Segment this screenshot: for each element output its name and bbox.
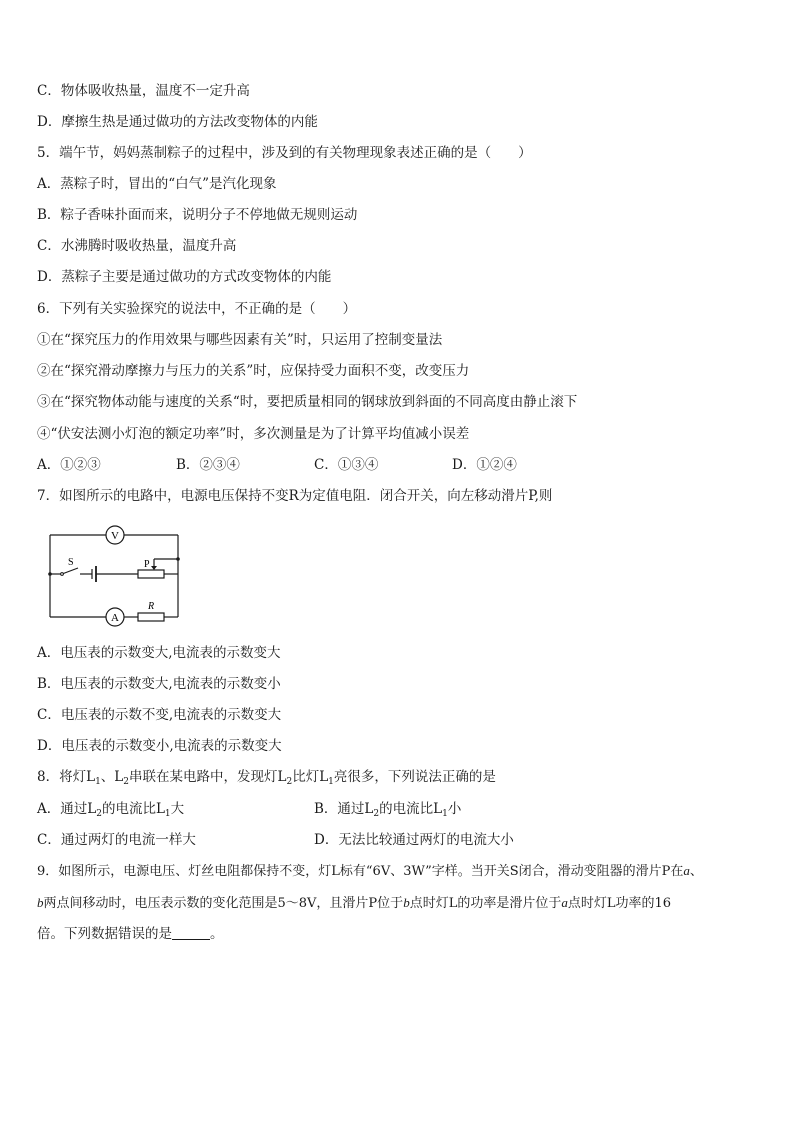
q7-option-c: C．电压表的示数不变,电流表的示数变大 [37, 707, 282, 723]
q4-option-d: D．摩擦生热是通过做功的方法改变物体的内能 [37, 114, 318, 130]
q8-stem: 8．将灯$L_1$、$L_2$串联在某电路中，发现灯$L_2$比灯$L_1$亮很多，下列说法正确的是 [37, 769, 496, 787]
q5-option-b: B．粽子香味扑面而来，说明分子不停地做无规则运动 [37, 207, 358, 223]
q7-stem: 7．如图所示的电路中，电源电压保持不变R为定值电阻．闭合开关，向左移动滑片P,则 [37, 488, 553, 504]
q5-option-d: D．蒸粽子主要是通过做功的方式改变物体的内能 [37, 269, 332, 285]
q8-option-a: A．通过$L_2$的电流比$L_1$大 [37, 801, 185, 819]
answer-blank[interactable] [172, 927, 210, 940]
q9-line-3: 倍。下列数据错误的是 。 [37, 926, 224, 942]
q7-circuit-diagram [40, 523, 190, 629]
q6-statement-1: ①在“探究压力的作用效果与哪些因素有关”时，只运用了控制变量法 [37, 332, 443, 348]
voltmeter-label: V [111, 530, 119, 542]
q6-statement-3: ③在“探究物体动能与速度的关系“时，要把质量相同的钢球放到斜面的不同高度由静止滚下 [37, 394, 578, 410]
q6-stem: 6．下列有关实验探究的说法中，不正确的是（ ） [37, 301, 357, 317]
q8-option-c: C．通过两灯的电流一样大 [37, 832, 196, 848]
q8-option-b: B．通过$L_2$的电流比$L_1$小 [314, 801, 462, 819]
ammeter-label: A [111, 612, 119, 624]
q6-statement-2: ②在“探究滑动摩擦力与压力的关系”时，应保持受力面积不变，改变压力 [37, 363, 470, 379]
q8-option-d: D．无法比较通过两灯的电流大小 [314, 832, 514, 848]
q6-statement-4: ④“伏安法测小灯泡的额定功率”时，多次测量是为了计算平均值减小误差 [37, 426, 470, 442]
q4-option-c: C．物体吸收热量，温度不一定升高 [37, 83, 250, 99]
q5-option-c: C．水沸腾时吸收热量，温度升高 [37, 238, 237, 254]
q6-option-c: C．①③④ [314, 457, 379, 473]
q5-option-a: A．蒸粽子时，冒出的“白气”是汽化现象 [37, 176, 277, 192]
q6-option-a: A．①②③ [37, 457, 101, 473]
q5-stem: 5．端午节，妈妈蒸制粽子的过程中，涉及到的有关物理现象表述正确的是（ ） [37, 145, 532, 161]
q7-option-d: D．电压表的示数变小,电流表的示数变大 [37, 738, 282, 754]
switch-label: S [68, 557, 74, 568]
slider-label: P [144, 559, 150, 570]
q7-option-b: B．电压表的示数变大,电流表的示数变小 [37, 676, 281, 692]
q9-line-2: b两点间移动时，电压表示数的变化范围是5～8V，且滑片P位于b点时灯L的功率是滑片位于a点时灯L功率的16 [37, 895, 672, 911]
q6-option-d: D．①②④ [452, 457, 517, 473]
resistor-label: R [148, 601, 155, 612]
q6-option-b: B．②③④ [176, 457, 240, 473]
q9-line-1: 9．如图所示，电源电压、灯丝电阻都保持不变，灯L标有“6V、3W”字样。当开关S闭合，滑动变阻器的滑片P在a、 [37, 863, 703, 879]
q7-option-a: A．电压表的示数变大,电流表的示数变大 [37, 645, 281, 661]
